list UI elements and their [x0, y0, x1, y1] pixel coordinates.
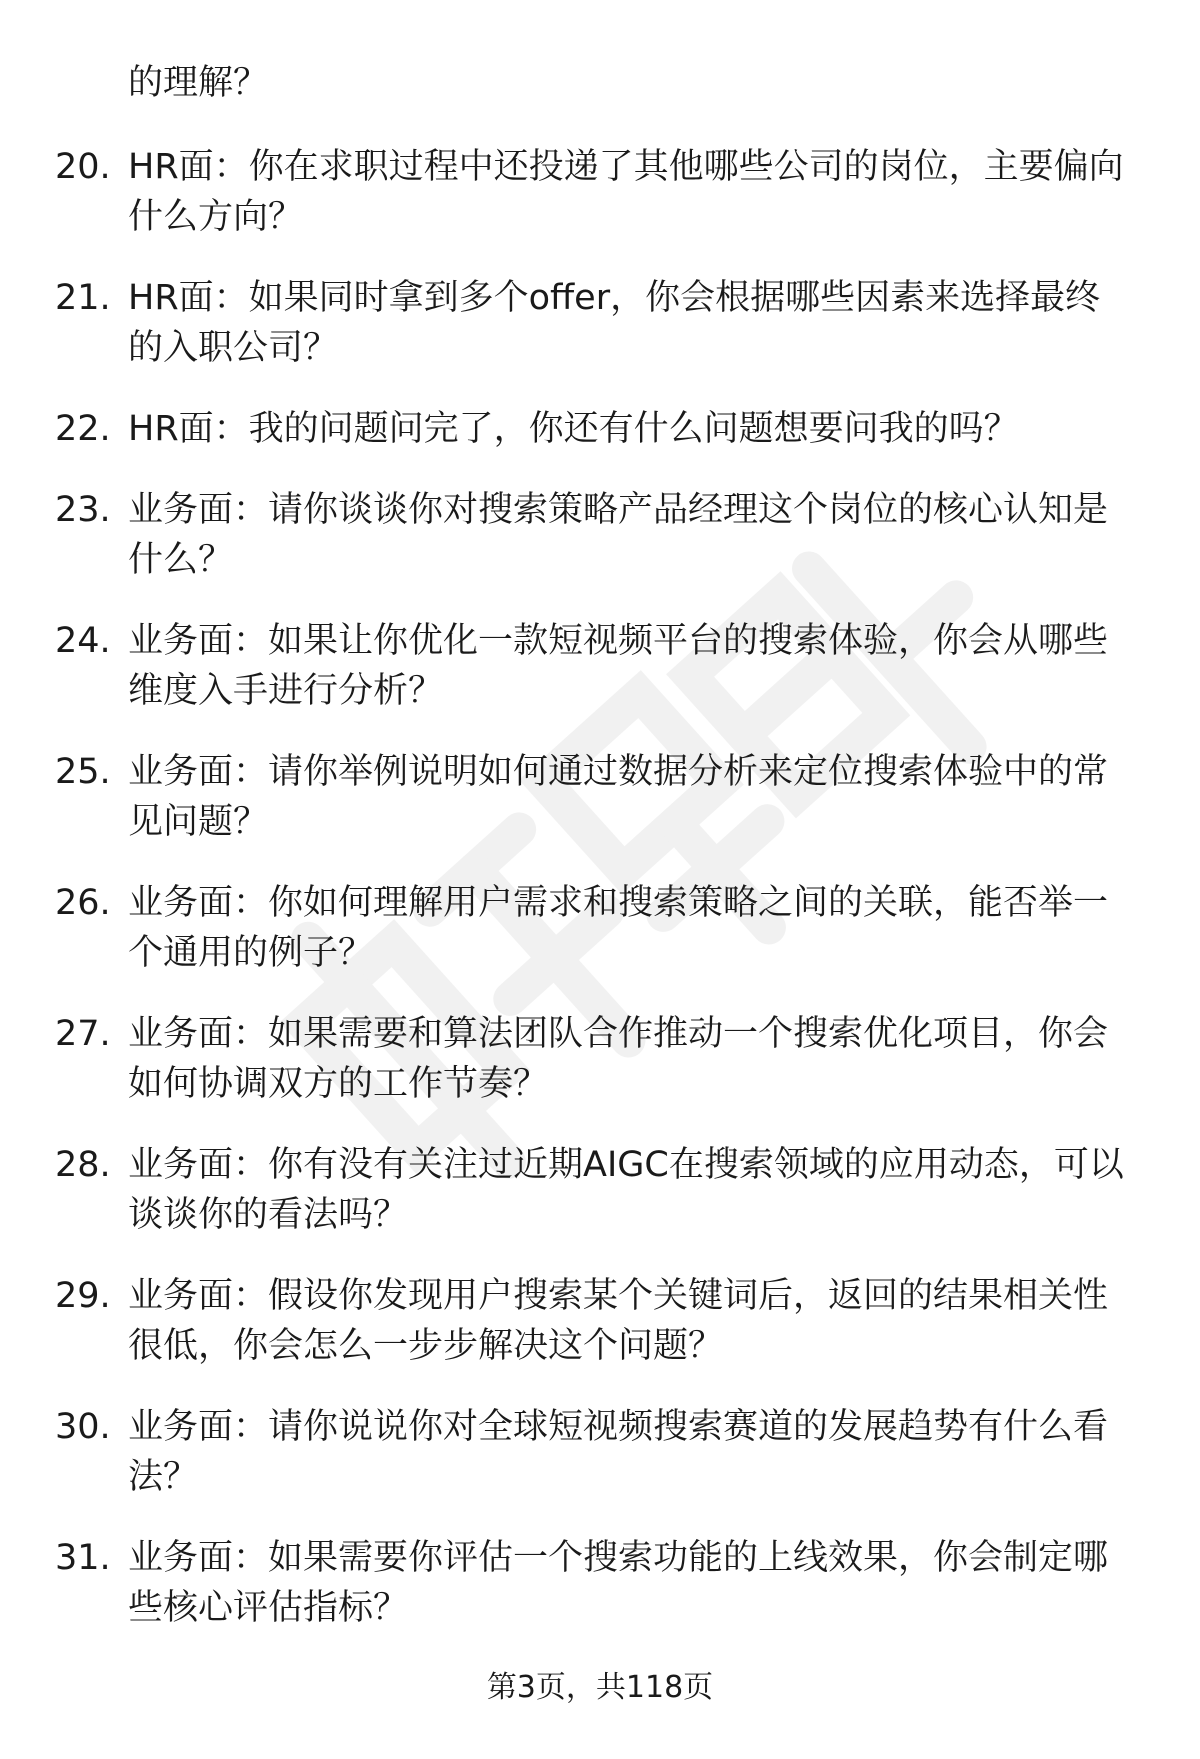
question-text-line: 如何协调双方的工作节奏？ [128, 1064, 549, 1104]
question-text [128, 485, 1158, 585]
list-item [0, 1402, 1200, 1533]
question-list [0, 142, 1200, 1664]
question-text-line: 业务面：请你谈谈你对搜索策略产品经理这个岗位的核心认知是 [128, 490, 1109, 530]
question-number: 20. [55, 147, 111, 187]
question-text-line: 业务面：你有没有关注过近期AIGC在搜索领域的应用动态，可以 [128, 1145, 1124, 1185]
question-text-line: 些核心评估指标？ [128, 1588, 409, 1628]
question-text [128, 1533, 1158, 1633]
question-number: 24. [55, 621, 111, 661]
continuation-text: 的理解？ [128, 63, 269, 103]
question-text [128, 273, 1158, 373]
list-item [0, 616, 1200, 747]
question-text-line: 业务面：如果让你优化一款短视频平台的搜索体验，你会从哪些 [128, 621, 1109, 661]
question-number: 22. [55, 409, 111, 449]
question-number: 30. [55, 1407, 111, 1447]
list-item [0, 1140, 1200, 1271]
question-text [128, 878, 1158, 978]
question-text-line: 个通用的例子？ [128, 933, 374, 973]
question-text-line: 业务面：请你举例说明如何通过数据分析来定位搜索体验中的常 [128, 752, 1109, 792]
question-number: 23. [55, 490, 111, 530]
list-item [0, 1009, 1200, 1140]
list-item [0, 142, 1200, 273]
question-number: 29. [55, 1276, 111, 1316]
question-text-line: 很低，你会怎么一步步解决这个问题？ [128, 1326, 724, 1366]
list-item [0, 747, 1200, 878]
question-text-line: 业务面：如果需要和算法团队合作推动一个搜索优化项目，你会 [128, 1014, 1109, 1054]
question-text-line: HR面：如果同时拿到多个offer，你会根据哪些因素来选择最终 [128, 278, 1101, 318]
list-item [0, 273, 1200, 404]
question-number: 21. [55, 278, 111, 318]
question-text-line: 的入职公司？ [128, 328, 339, 368]
question-text [128, 404, 1158, 454]
list-item [0, 404, 1200, 485]
question-text-line: 见问题？ [128, 802, 269, 842]
list-item [0, 878, 1200, 1009]
question-text-line: 业务面：请你说说你对全球短视频搜索赛道的发展趋势有什么看 [128, 1407, 1109, 1447]
question-text-line: 谈谈你的看法吗？ [128, 1195, 409, 1235]
list-item [0, 1533, 1200, 1664]
question-number: 31. [55, 1538, 111, 1578]
question-text-line: 什么方向？ [128, 197, 304, 237]
question-text-line: 业务面：如果需要你评估一个搜索功能的上线效果，你会制定哪 [128, 1538, 1109, 1578]
question-text-line: HR面：你在求职过程中还投递了其他哪些公司的岗位，主要偏向 [128, 147, 1124, 187]
page-footer: 第3页，共118页 [486, 1670, 714, 1705]
question-text-line: 什么？ [128, 540, 234, 580]
question-text [128, 747, 1158, 847]
question-text-line: 维度入手进行分析？ [128, 671, 444, 711]
question-number: 25. [55, 752, 111, 792]
question-text-line: 业务面：你如何理解用户需求和搜索策略之间的关联，能否举一 [128, 883, 1109, 923]
question-text [128, 1009, 1158, 1109]
question-text [128, 1402, 1158, 1502]
question-number: 28. [55, 1145, 111, 1185]
question-text-line: 法？ [128, 1457, 199, 1497]
question-text [128, 1271, 1158, 1371]
question-text-line: 业务面：假设你发现用户搜索某个关键词后，返回的结果相关性 [128, 1276, 1109, 1316]
question-text [128, 1140, 1158, 1240]
list-item [0, 485, 1200, 616]
question-text-line: HR面：我的问题问完了，你还有什么问题想要问我的吗？ [128, 409, 1019, 449]
list-item [0, 1271, 1200, 1402]
question-text [128, 616, 1158, 716]
question-text [128, 142, 1158, 242]
question-number: 26. [55, 883, 111, 923]
question-number: 27. [55, 1014, 111, 1054]
